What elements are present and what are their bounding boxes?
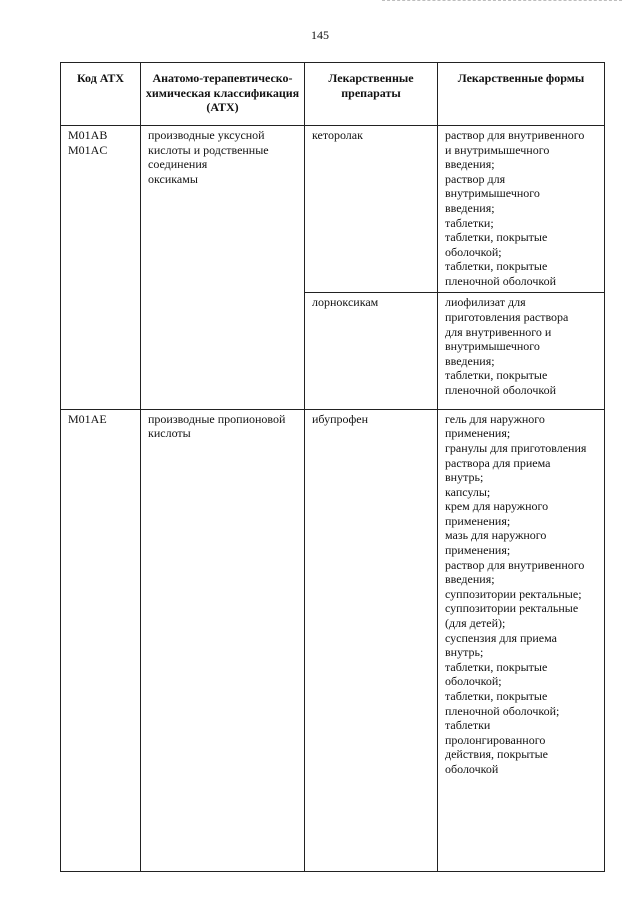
classification-line: соединения — [148, 157, 208, 172]
dosage-form-line: гранулы для приготовления — [445, 440, 587, 455]
dosage-form-line: оболочкой; — [445, 244, 502, 259]
dosage-form-line: введения; — [445, 353, 495, 368]
header-atx-classification: Анатомо-терапевтическо-химическая классификация (АТХ) — [141, 63, 305, 126]
dosage-form-line: (для детей); — [445, 616, 506, 631]
drug-name-cell — [305, 126, 438, 293]
classification-line: кислоты и родственные — [148, 142, 269, 157]
atx-table — [60, 62, 605, 872]
dosage-form-line: внутримышечного — [445, 186, 540, 201]
dosage-form-line: действия, покрытые — [445, 747, 548, 762]
dosage-form-line: пленочной оболочкой — [445, 273, 557, 288]
dosage-form-line: применения; — [445, 513, 511, 528]
dosage-form-line: оболочкой; — [445, 674, 502, 689]
header-dosage-forms: Лекарственные формы — [438, 63, 605, 126]
dosage-form-line: применения; — [445, 426, 511, 441]
classification-line: производные уксусной — [148, 128, 265, 142]
dosage-form-line: таблетки, покрытые — [445, 230, 548, 245]
dosage-form-line: введения; — [445, 157, 495, 172]
atx-code-cell — [61, 409, 141, 871]
dosage-form-line: мазь для наружного — [445, 528, 547, 543]
dosage-form-line: применения; — [445, 543, 511, 558]
atx-code-cell — [61, 126, 141, 410]
drug-name: лорноксикам — [312, 295, 379, 310]
dosage-form-line: таблетки; — [445, 215, 494, 230]
dosage-form-line: суппозитории ректальные — [445, 601, 579, 616]
table-header-row — [61, 63, 605, 126]
dosage-form-line: крем для наружного — [445, 499, 549, 514]
dosage-form-line: пленочной оболочкой — [445, 382, 557, 397]
dosage-form-line: таблетки, покрытые — [445, 259, 548, 274]
dosage-form-line: пленочной оболочкой; — [445, 703, 560, 718]
dosage-form-line: лиофилизат для — [445, 295, 526, 310]
drug-name-cell — [305, 409, 438, 871]
dosage-form-line: раствор для внутривенного — [445, 557, 585, 572]
classification-line: кислоты — [148, 426, 191, 441]
dosage-form-line: таблетки, покрытые — [445, 368, 548, 383]
dosage-form-line: капсулы; — [445, 484, 491, 499]
dosage-form-line: и внутримышечного — [445, 142, 550, 157]
dosage-form-line: введения; — [445, 200, 495, 215]
page-number: 145 — [311, 28, 329, 42]
dosage-form-line: таблетки, покрытые — [445, 659, 548, 674]
dosage-form-line: оболочкой — [445, 761, 499, 776]
classification-line: производные пропионовой — [148, 411, 286, 426]
dosage-form-line: гель для наружного — [445, 411, 545, 426]
dosage-form-line: внутрь; — [445, 645, 484, 660]
dosage-form-line: приготовления раствора — [445, 310, 569, 325]
dosage-forms-cell — [438, 409, 605, 871]
dosage-form-line: таблетки, покрытые — [445, 689, 548, 704]
atx-code: M01AC — [68, 142, 108, 157]
dosage-form-line: пролонгированного — [445, 732, 546, 747]
dosage-form-line: введения; — [445, 572, 495, 587]
dosage-form-line: внутримышечного — [445, 339, 540, 354]
drug-name: ибупрофен — [312, 411, 369, 426]
dosage-form-line: внутрь; — [445, 470, 484, 485]
dosage-form-line: раствора для приема — [445, 455, 551, 470]
drug-name-cell — [305, 293, 438, 409]
drug-name: кеторолак — [312, 128, 363, 142]
dosage-forms-cell — [438, 293, 605, 409]
dosage-form-line: суппозитории ректальные; — [445, 586, 582, 601]
classification-cell — [141, 126, 305, 410]
dosage-form-line: для внутривенного и — [445, 324, 552, 339]
dosage-form-line: раствор для внутривенного — [445, 128, 585, 142]
atx-code: M01AB — [68, 128, 108, 142]
classification-line: оксикамы — [148, 171, 198, 186]
classification-cell — [141, 409, 305, 871]
header-drugs: Лекарственные препараты — [305, 63, 438, 126]
table-row — [61, 409, 605, 871]
scan-edge-mark — [382, 0, 622, 2]
dosage-form-line: таблетки — [445, 718, 491, 733]
table-row — [61, 126, 605, 293]
dosage-forms-cell — [438, 126, 605, 293]
atx-code: M01AE — [68, 411, 107, 426]
dosage-form-line: раствор для — [445, 171, 506, 186]
header-atx-code: Код АТХ — [61, 63, 141, 126]
dosage-form-line: суспензия для приема — [445, 630, 557, 645]
